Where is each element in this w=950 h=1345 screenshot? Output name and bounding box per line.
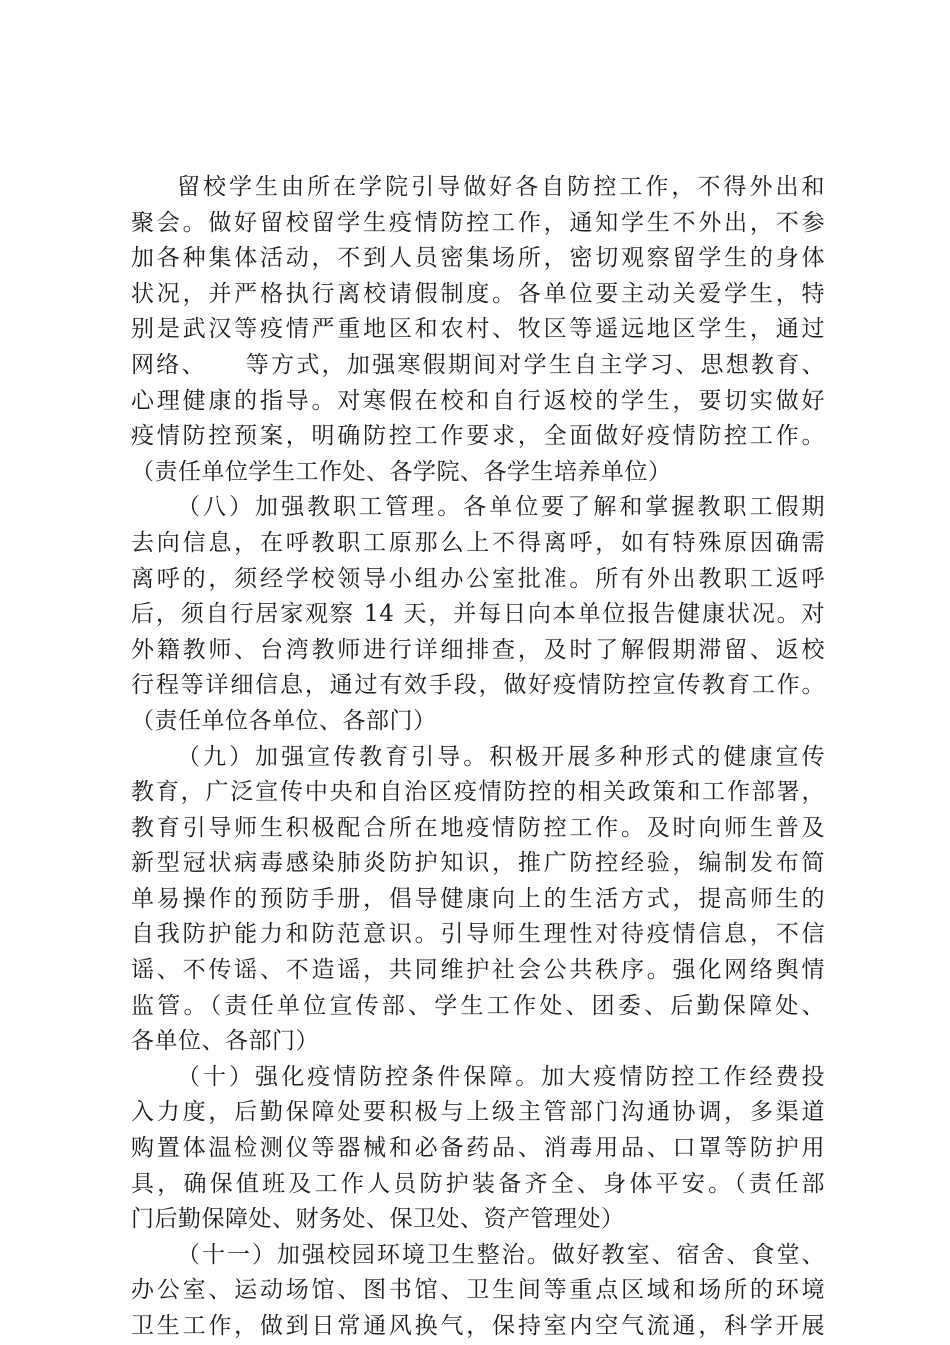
paragraph-line: 离呼的，须经学校领导小组办公室批准。所有外出教职工返呼 [131, 565, 825, 592]
paragraph-line: 单易操作的预防手册，倡导健康向上的生活方式，提高师生的 [131, 885, 825, 912]
paragraph-line: （责任单位各单位、各部门） [131, 707, 437, 734]
paragraph-line: 教育，广泛宣传中央和自治区疫情防控的相关政策和工作部署， [131, 779, 825, 806]
paragraph-line: 状况，并严格执行离校请假制度。各单位要主动关爱学生，特 [131, 280, 825, 307]
paragraph-line: 心理健康的指导。对寒假在校和自行返校的学生，要切实做好 [131, 387, 825, 414]
paragraph-line: 各单位、各部门） [131, 1028, 319, 1055]
paragraph-line: 后，须自行居家观察 14 天，并每日向本单位报告健康状况。对 [131, 601, 825, 628]
paragraph-line: 办公室、运动场馆、图书馆、卫生间等重点区域和场所的环境 [131, 1277, 825, 1304]
paragraph-line: 门后勤保障处、财务处、保卫处、资产管理处） [131, 1206, 625, 1233]
paragraph-line: 加各种集体活动，不到人员密集场所，密切观察留学生的身体 [131, 245, 825, 272]
paragraph-line: 教育引导师生积极配合所在地疫情防控工作。及时向师生普及 [131, 814, 825, 841]
paragraph-first-line: （八）加强教职工管理。各单位要了解和掌握教职工假期 [177, 494, 825, 521]
paragraph-first-line: （十）强化疫情防控条件保障。加大疫情防控工作经费投 [177, 1063, 825, 1090]
paragraph-line: 购置体温检测仪等器械和必备药品、消毒用品、口罩等防护用 [131, 1135, 825, 1162]
paragraph-first-line: 留校学生由所在学院引导做好各自防控工作，不得外出和 [177, 174, 825, 200]
document-body [131, 170, 825, 1345]
paragraph-first-line: （九）加强宣传教育引导。积极开展多种形式的健康宣传 [177, 743, 825, 770]
paragraph-line: 自我防护能力和防范意识。引导师生理性对待疫情信息，不信 [131, 921, 825, 948]
paragraph-line: 卫生工作，做到日常通风换气，保持室内空气流通，科学开展 [131, 1313, 825, 1339]
paragraph-line: 行程等详细信息，通过有效手段，做好疫情防控宣传教育工作。 [131, 672, 825, 699]
paragraph-line: 入力度，后勤保障处要积极与上级主管部门沟通协调，多渠道 [131, 1099, 825, 1126]
paragraph-line: 新型冠状病毒感染肺炎防护知识，推广防控经验，编制发布简 [131, 850, 825, 877]
paragraph-line: 外籍教师、台湾教师进行详细排查，及时了解假期滞留、返校 [131, 636, 825, 663]
paragraph-line: 具，确保值班及工作人员防护装备齐全、身体平安。（责任部 [131, 1170, 825, 1197]
paragraph-line: 去向信息，在呼教职工原那么上不得离呼，如有特殊原因确需 [131, 529, 825, 556]
paragraph-line: 谣、不传谣、不造谣，共同维护社会公共秩序。强化网络舆情 [131, 957, 825, 984]
paragraph-line: 疫情防控预案，明确防控工作要求，全面做好疫情防控工作。 [131, 423, 825, 450]
paragraph-line: 聚会。做好留校留学生疫情防控工作，通知学生不外出，不参 [131, 209, 825, 236]
paragraph-first-line: （十一）加强校园环境卫生整治。做好教室、宿舍、食堂、 [177, 1241, 825, 1268]
paragraph-line: 监管。（责任单位宣传部、学生工作处、团委、后勤保障处、 [131, 992, 825, 1019]
paragraph-line: 网络、 等方式，加强寒假期间对学生自主学习、思想教育、 [131, 351, 825, 378]
paragraph-line: （责任单位学生工作处、各学院、各学生培养单位） [131, 458, 672, 485]
paragraph-line: 别是武汉等疫情严重地区和农村、牧区等遥远地区学生，通过 [131, 316, 825, 343]
